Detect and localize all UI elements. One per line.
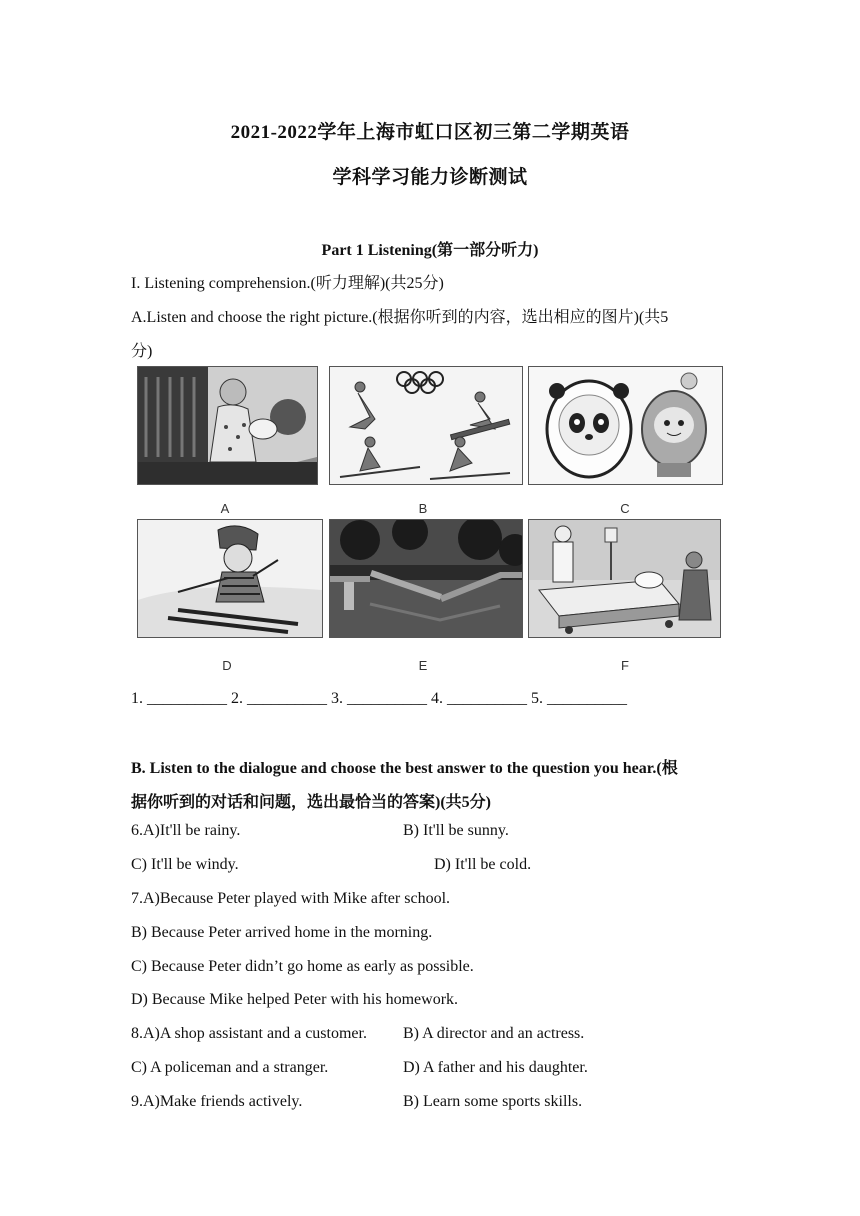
question-8-option-c: C) A policeman and a stranger. bbox=[131, 1059, 329, 1076]
question-7-option-a: 7.A)Because Peter played with Mike after school. bbox=[131, 890, 451, 907]
picture-label-f: F bbox=[621, 658, 629, 673]
question-7-option-d: D) Because Mike helped Peter with his homework. bbox=[131, 991, 459, 1008]
picture-c-illustration bbox=[529, 367, 722, 484]
olympic-mascots-picture bbox=[528, 366, 723, 485]
picture-d-illustration bbox=[138, 520, 322, 637]
picture-label-e: E bbox=[418, 658, 428, 673]
picture-a-illustration bbox=[138, 367, 317, 484]
picture-e-illustration bbox=[330, 520, 522, 637]
hospital-bed-picture bbox=[528, 519, 721, 638]
question-7-option-c: C) Because Peter didn’t go home as early as possible. bbox=[131, 958, 474, 975]
section-a-instruction-line1: A.Listen and choose the right picture.(根据你听到的内容，选出相应的图片)(共5 bbox=[131, 309, 669, 326]
picture-f-illustration bbox=[529, 520, 720, 637]
picture-label-a: A bbox=[220, 501, 230, 516]
question-6-option-d: D) It'll be cold. bbox=[434, 856, 532, 873]
exam-title-line1: 2021-2022学年上海市虹口区初三第二学期英语 bbox=[230, 122, 630, 143]
question-8-option-d: D) A father and his daughter. bbox=[403, 1059, 588, 1076]
exam-title-line2: 学科学习能力诊断测试 bbox=[332, 167, 528, 188]
question-6-option-b: B) It'll be sunny. bbox=[403, 822, 509, 839]
question-6-option-c: C) It'll be windy. bbox=[131, 856, 239, 873]
picture-b-illustration bbox=[330, 367, 522, 484]
section-b-instruction-line1: B. Listen to the dialogue and choose the best answer to the question you hear.(根 bbox=[131, 760, 678, 777]
question-8-option-a: 8.A)A shop assistant and a customer. bbox=[131, 1025, 367, 1042]
winter-olympic-sports-picture bbox=[329, 366, 523, 485]
girl-with-cat-on-bench-picture bbox=[137, 366, 318, 485]
picture-label-b: B bbox=[418, 501, 428, 516]
answer-blanks-1-5[interactable]: 1. __________ 2. __________ 3. __________ 4. __________ 5. __________ bbox=[131, 690, 627, 707]
question-6-option-a: 6.A)It'll be rainy. bbox=[131, 822, 241, 839]
section-a-instruction-line2: 分) bbox=[131, 343, 153, 360]
question-9-option-b: B) Learn some sports skills. bbox=[403, 1093, 583, 1110]
girl-skiing-picture bbox=[137, 519, 323, 638]
part1-heading: Part 1 Listening(第一部分听力) bbox=[321, 242, 539, 259]
question-8-option-b: B) A director and an actress. bbox=[403, 1025, 585, 1042]
section-listening-comprehension: I. Listening comprehension.(听力理解)(共25分) bbox=[131, 275, 444, 292]
broken-bridge-picture bbox=[329, 519, 523, 638]
section-b-instruction-line2: 据你听到的对话和问题，选出最恰当的答案)(共5分) bbox=[131, 794, 491, 811]
picture-label-d: D bbox=[222, 658, 232, 673]
question-9-option-a: 9.A)Make friends actively. bbox=[131, 1093, 303, 1110]
question-7-option-b: B) Because Peter arrived home in the morning. bbox=[131, 924, 433, 941]
picture-label-c: C bbox=[620, 501, 630, 516]
